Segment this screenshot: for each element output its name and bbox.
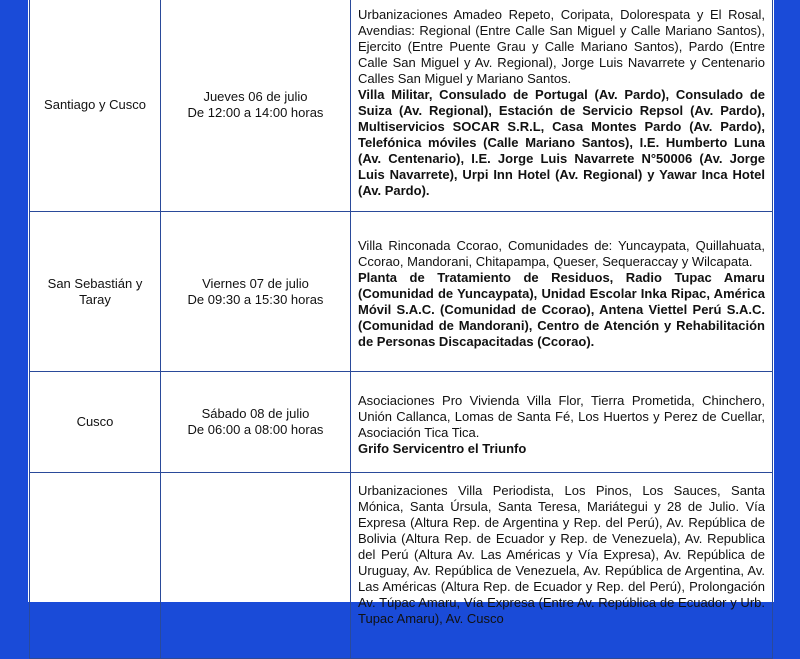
- table-row: [30, 473, 773, 659]
- date-cell: [161, 212, 351, 372]
- affected-places: Planta de Tratamiento de Residuos, Radio Tupac Amaru (Comunidad de Yuncaypata), Unidad Escolar Inka Ripac, América Móvil S.A.C. (Comunidad de Ccorao), Antena Viettel Perú S.A.C. (Comunidad de Mandorani), Centro de Atención y Rehabilitación de Personas Discapacitadas (Ccorao).: [358, 270, 765, 349]
- date-hours: De 09:30 a 15:30 horas: [187, 291, 324, 307]
- district-cell: [30, 473, 161, 659]
- affected-areas: Asociaciones Pro Vivienda Villa Flor, Tierra Prometida, Chinchero, Unión Callanca, Lomas de Santa Fé, Los Huertos y Perez de Cuellar, Asociación Tica Tica.: [358, 392, 765, 440]
- date-cell: [161, 0, 351, 212]
- power-outage-schedule-table: [29, 0, 773, 659]
- affected-areas: Urbanizaciones Amadeo Repeto, Coripata, Dolorespata y El Rosal, Avendias: Regional (Entre Calle San Miguel y Calle Mariano Santos), Ejercito (Entre Puente Grau y Calle Mariano Santos), Pardo (Entre Calle San Miguel y Av. Regional), Jorge Luis Navarrete y Centenario Calles San Miguel y Mariano Santos.: [358, 6, 765, 86]
- table-row: [30, 372, 773, 473]
- date-cell: [161, 372, 351, 473]
- district-name: Cusco: [76, 414, 114, 429]
- affected-places: Villa Militar, Consulado de Portugal (Av. Pardo), Consulado de Suiza (Av. Regional), Estación de Servicio Repsol (Av. Pardo), Multiservicios SOCAR S.R.L, Casa Montes Pardo (Av. Pardo), Telefónica móviles (Calle Mariano Santos), I.E. Humberto Luna (Av. Centenario), I.E. Jorge Luis Navarrete N°50006 (Av. Jorge Luis Navarrete), Urpi Inn Hotel (Av. Regional) y Yawar Inca Hotel (Av. Pardo).: [358, 86, 765, 198]
- district-cell: [30, 0, 161, 212]
- affected-areas: Villa Rinconada Ccorao, Comunidades de: Yuncaypata, Quillahuata, Ccorao, Mandorani, Chitapampa, Queser, Sequeraccay y Wilcapata.: [358, 238, 765, 269]
- date-day: Viernes 07 de julio: [202, 275, 309, 291]
- date-day: Sábado 08 de julio: [201, 406, 310, 421]
- date-hours: De 12:00 a 14:00 horas: [187, 105, 324, 120]
- district-name: Santiago y Cusco: [44, 97, 146, 112]
- district-cell: [30, 372, 161, 473]
- details-cell: [351, 372, 773, 473]
- details-cell: [351, 212, 773, 372]
- district-cell: [30, 212, 161, 372]
- affected-places: Grifo Servicentro el Triunfo: [358, 440, 527, 456]
- table-row: [30, 0, 773, 212]
- table-row: [30, 212, 773, 372]
- details-cell: [351, 0, 773, 212]
- schedule-sheet: [28, 0, 774, 626]
- district-name: San Sebastián y Taray: [47, 275, 143, 307]
- date-cell: [161, 473, 351, 659]
- details-cell: [351, 473, 773, 659]
- date-day: Jueves 06 de julio: [203, 89, 308, 104]
- date-hours: De 06:00 a 08:00 horas: [187, 422, 324, 437]
- affected-areas: Urbanizaciones Villa Periodista, Los Pinos, Los Sauces, Santa Mónica, Santa Úrsula, Santa Teresa, Mariátegui y 28 de Julio. Vía Expresa (Altura Rep. de Argentina y Rep. del Perú), Av. República de Bolivia (Altura Rep. de Ecuador y Rep. de Venezuela), Av. Republica del Perú (Altura Av. Las Américas y Vía Expresa), Av. República de Uruguay, Av. República de Venezuela, Av. República de Argentina, Av. Las Américas (Altura Rep. de Ecuador y Rep. del Perú), Prolongación Av. Túpac Amaru, Vía Expresa (Entre Av. República de Ecuador y Urb. Tupac Amaru), Av. Cusco: [358, 483, 765, 626]
